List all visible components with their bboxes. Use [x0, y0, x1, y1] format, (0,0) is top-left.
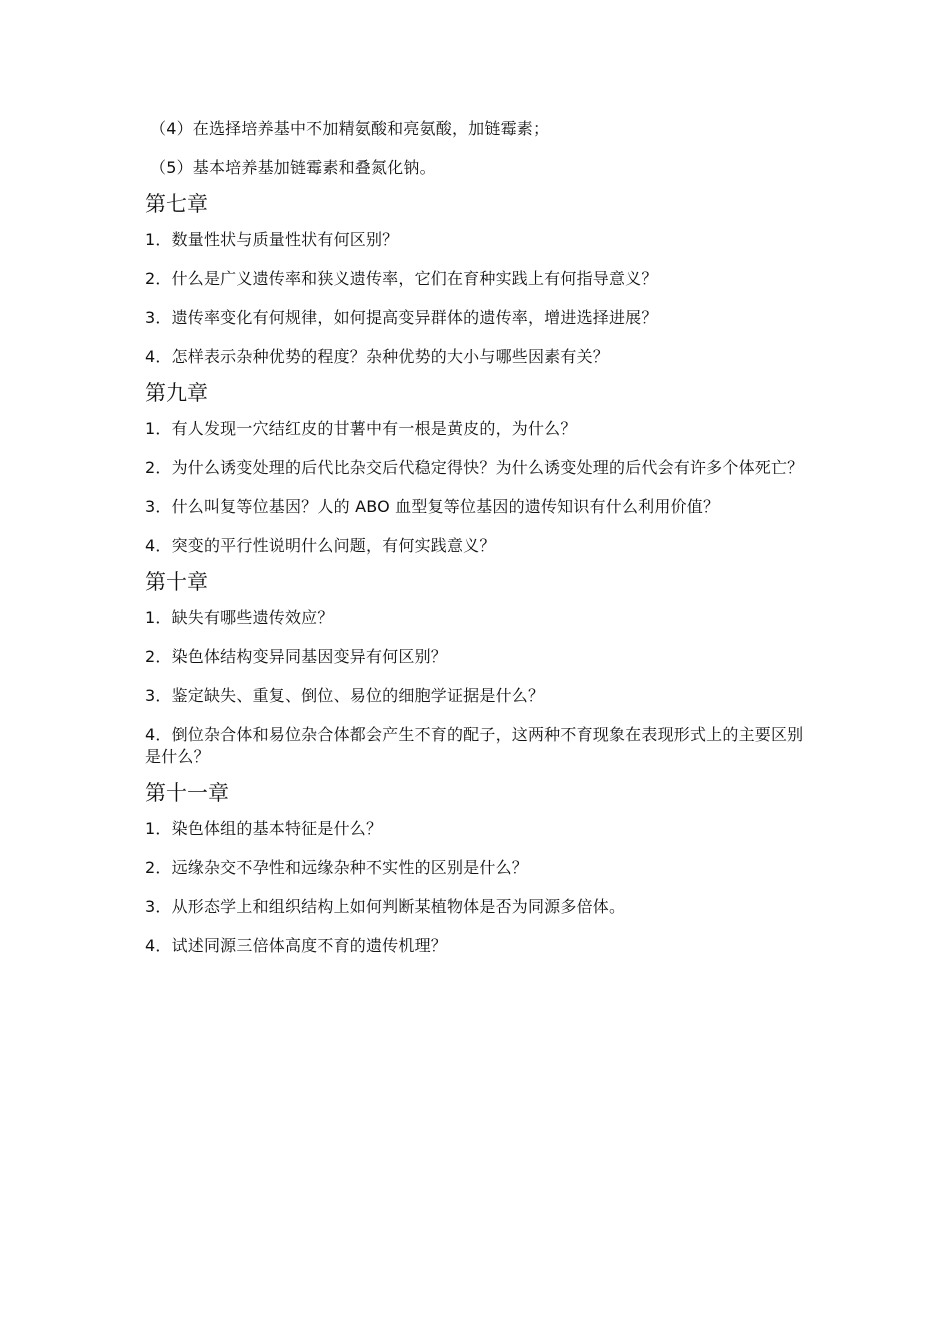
section-title: 第十一章 [145, 781, 229, 805]
question: 4．突变的平行性说明什么问题，有何实践意义？ [145, 536, 496, 555]
question: 3．什么叫复等位基因？人的 ABO 血型复等位基因的遗传知识有什么利用价值？ [145, 497, 720, 516]
question: 3．鉴定缺失、重复、倒位、易位的细胞学证据是什么？ [145, 686, 545, 705]
intro-item: （5）基本培养基加链霉素和叠氮化钠。 [150, 158, 436, 177]
question: 1．数量性状与质量性状有何区别？ [145, 230, 399, 249]
question: 2．远缘杂交不孕性和远缘杂种不实性的区别是什么？ [145, 858, 528, 877]
question: 1．有人发现一穴结红皮的甘薯中有一根是黄皮的，为什么？ [145, 419, 577, 438]
question: 3．遗传率变化有何规律，如何提高变异群体的遗传率，增进选择进展？ [145, 308, 658, 327]
section-title: 第九章 [145, 381, 208, 405]
question: 2．什么是广义遗传率和狭义遗传率，它们在育种实践上有何指导意义？ [145, 269, 658, 288]
question: 2．染色体结构变异同基因变异有何区别？ [145, 647, 447, 666]
section-title: 第七章 [145, 192, 208, 216]
question: 2．为什么诱变处理的后代比杂交后代稳定得快？为什么诱变处理的后代会有许多个体死亡？ [145, 458, 804, 477]
intro-item: （4）在选择培养基中不加精氨酸和亮氨酸，加链霉素； [150, 119, 550, 138]
question: 4．试述同源三倍体高度不育的遗传机理？ [145, 936, 447, 955]
question: 1．缺失有哪些遗传效应？ [145, 608, 334, 627]
question: 4．倒位杂合体和易位杂合体都会产生不育的配子，这两种不育现象在表现形式上的主要区别是什么？ [145, 725, 804, 766]
section-chapter-10 [145, 568, 810, 768]
section-chapter-9 [145, 379, 810, 557]
question: 1．染色体组的基本特征是什么？ [145, 819, 383, 838]
question: 3．从形态学上和组织结构上如何判断某植物体是否为同源多倍体。 [145, 897, 626, 916]
section-chapter-7 [145, 190, 810, 368]
section-chapter-11 [145, 779, 810, 957]
document-page [145, 118, 810, 974]
section-title: 第十章 [145, 570, 208, 594]
question: 4．怎样表示杂种优势的程度？杂种优势的大小与哪些因素有关？ [145, 347, 609, 366]
